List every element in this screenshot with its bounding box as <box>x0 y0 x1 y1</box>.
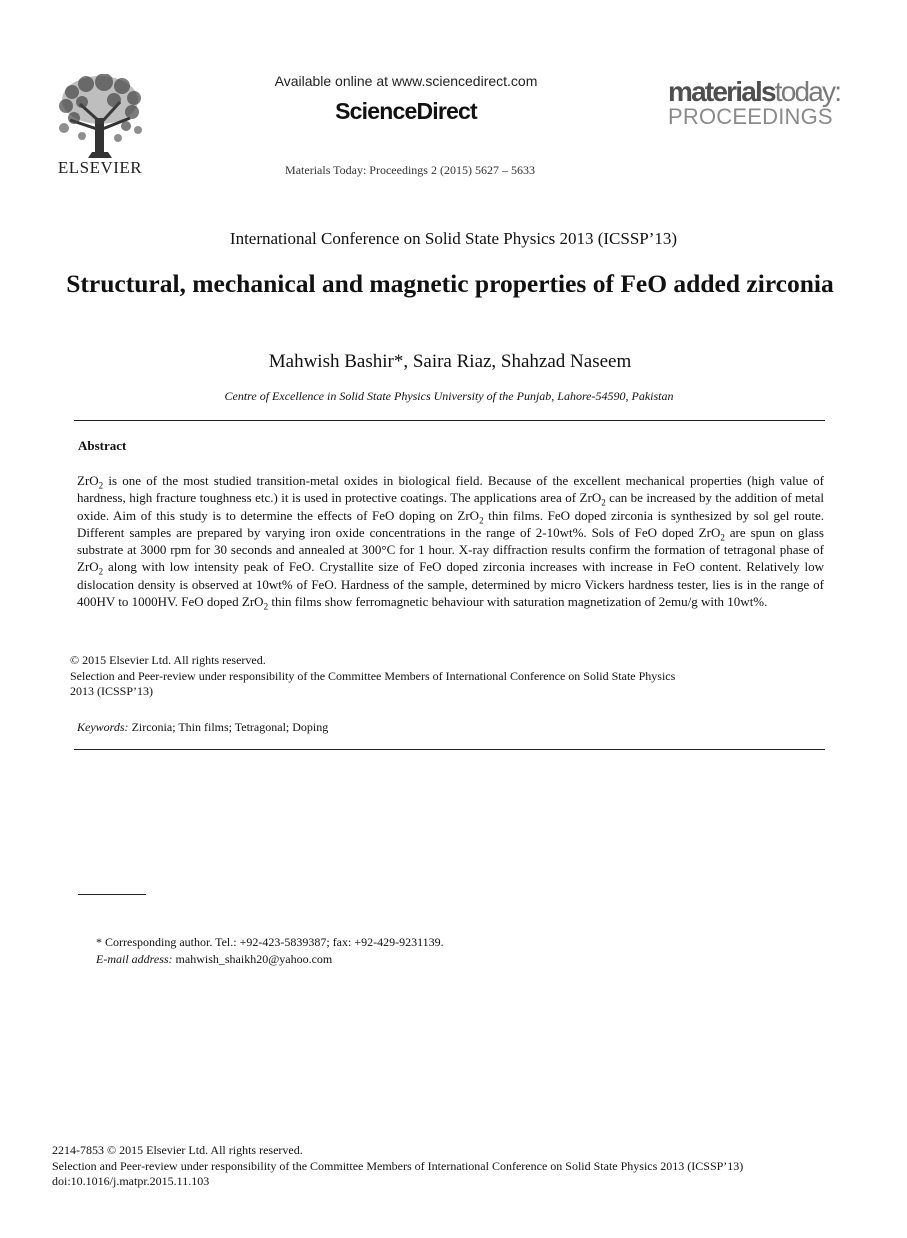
available-online-text: Available online at www.sciencedirect.com <box>274 73 538 89</box>
peer-review-line-cont: 2013 (ICSSP’13) <box>70 684 154 698</box>
divider-top <box>74 420 825 421</box>
peer-review-line: Selection and Peer-review under responsibility of the Committee Members of International Conference on Solid State Physics <box>70 668 676 683</box>
footnote-divider <box>78 894 146 895</box>
copyright-line: © 2015 Elsevier Ltd. All rights reserved. <box>70 653 266 667</box>
divider-bottom <box>74 749 825 750</box>
materials-today-logo: materialstoday: PROCEEDINGS <box>668 76 841 129</box>
abstract-body: ZrO$_2$ is one of the most studied transition-metal oxides in biological field. Because of the excellent mechanical properties (high value of hardness, high fracture toughness etc.) it is used in protective coatings. The applications area of ZrO$_2$ can be increased by the addition of metal oxide. Aim of this study is to determine the effects of FeO doping on ZrO$_2$ thin films. FeO doped zirconia is synthesized by sol gel route. Different samples are prepared by varying iron oxide concentrations in the range of 2-10wt%. Sols of FeO doped ZrO$_2$ are spun on glass substrate at 3000 rpm for 30 seconds and annealed at 300°C for 1 hour. X-ray diffraction results confirm the formation of tetragonal phase of ZrO$_2$ along with low intensity peak of FeO. Crystallite size of FeO doped zirconia increases with increase in FeO content. Relatively low dislocation density is observed at 10wt% of FeO. Hardness of the sample, determined by micro Vickers hardness tester, lies is in the range of 400HV to 1000HV. FeO doped ZrO$_2$ thin films show ferromagnetic behaviour with saturation magnetization of 2emu/g with 10wt%. <box>77 473 824 612</box>
email-label: E-mail address: <box>96 952 173 966</box>
copyright-block <box>70 653 770 700</box>
email-note <box>96 952 332 967</box>
page-footer <box>52 1143 872 1190</box>
publisher-name: ELSEVIER <box>57 158 143 177</box>
email-address[interactable]: mahwish_shaikh20@yahoo.com <box>175 952 333 966</box>
paper-title: Structural, mechanical and magnetic properties of FeO added zirconia <box>66 269 834 298</box>
abstract-heading: Abstract <box>78 438 127 453</box>
conference-name: International Conference on Solid State Physics 2013 (ICSSP’13) <box>229 229 678 248</box>
corresponding-author-note: * Corresponding author. Tel.: +92-423-5839387; fax: +92-429-9231139. <box>96 935 444 949</box>
issn-line: 2214-7853 © 2015 Elsevier Ltd. All rights reserved. <box>52 1143 303 1157</box>
journal-reference: Materials Today: Proceedings 2 (2015) 5627 – 5633 <box>285 163 535 177</box>
footer-peer-review: Selection and Peer-review under responsibility of the Committee Members of International Conference on Solid State Physics 2013 (ICSSP’13) <box>52 1158 744 1173</box>
doi-line[interactable]: doi:10.1016/j.matpr.2015.11.103 <box>52 1174 210 1188</box>
keywords <box>77 720 328 735</box>
author-list: Mahwish Bashir*, Saira Riaz, Shahzad Naseem <box>268 351 632 372</box>
sciencedirect-logo: ScienceDirect <box>335 98 477 124</box>
affiliation: Centre of Excellence in Solid State Physics University of the Punjab, Lahore-54590, Pakistan <box>224 389 674 403</box>
keywords-label: Keywords: <box>77 720 129 734</box>
keywords-value: Zirconia; Thin films; Tetragonal; Doping <box>131 720 329 734</box>
